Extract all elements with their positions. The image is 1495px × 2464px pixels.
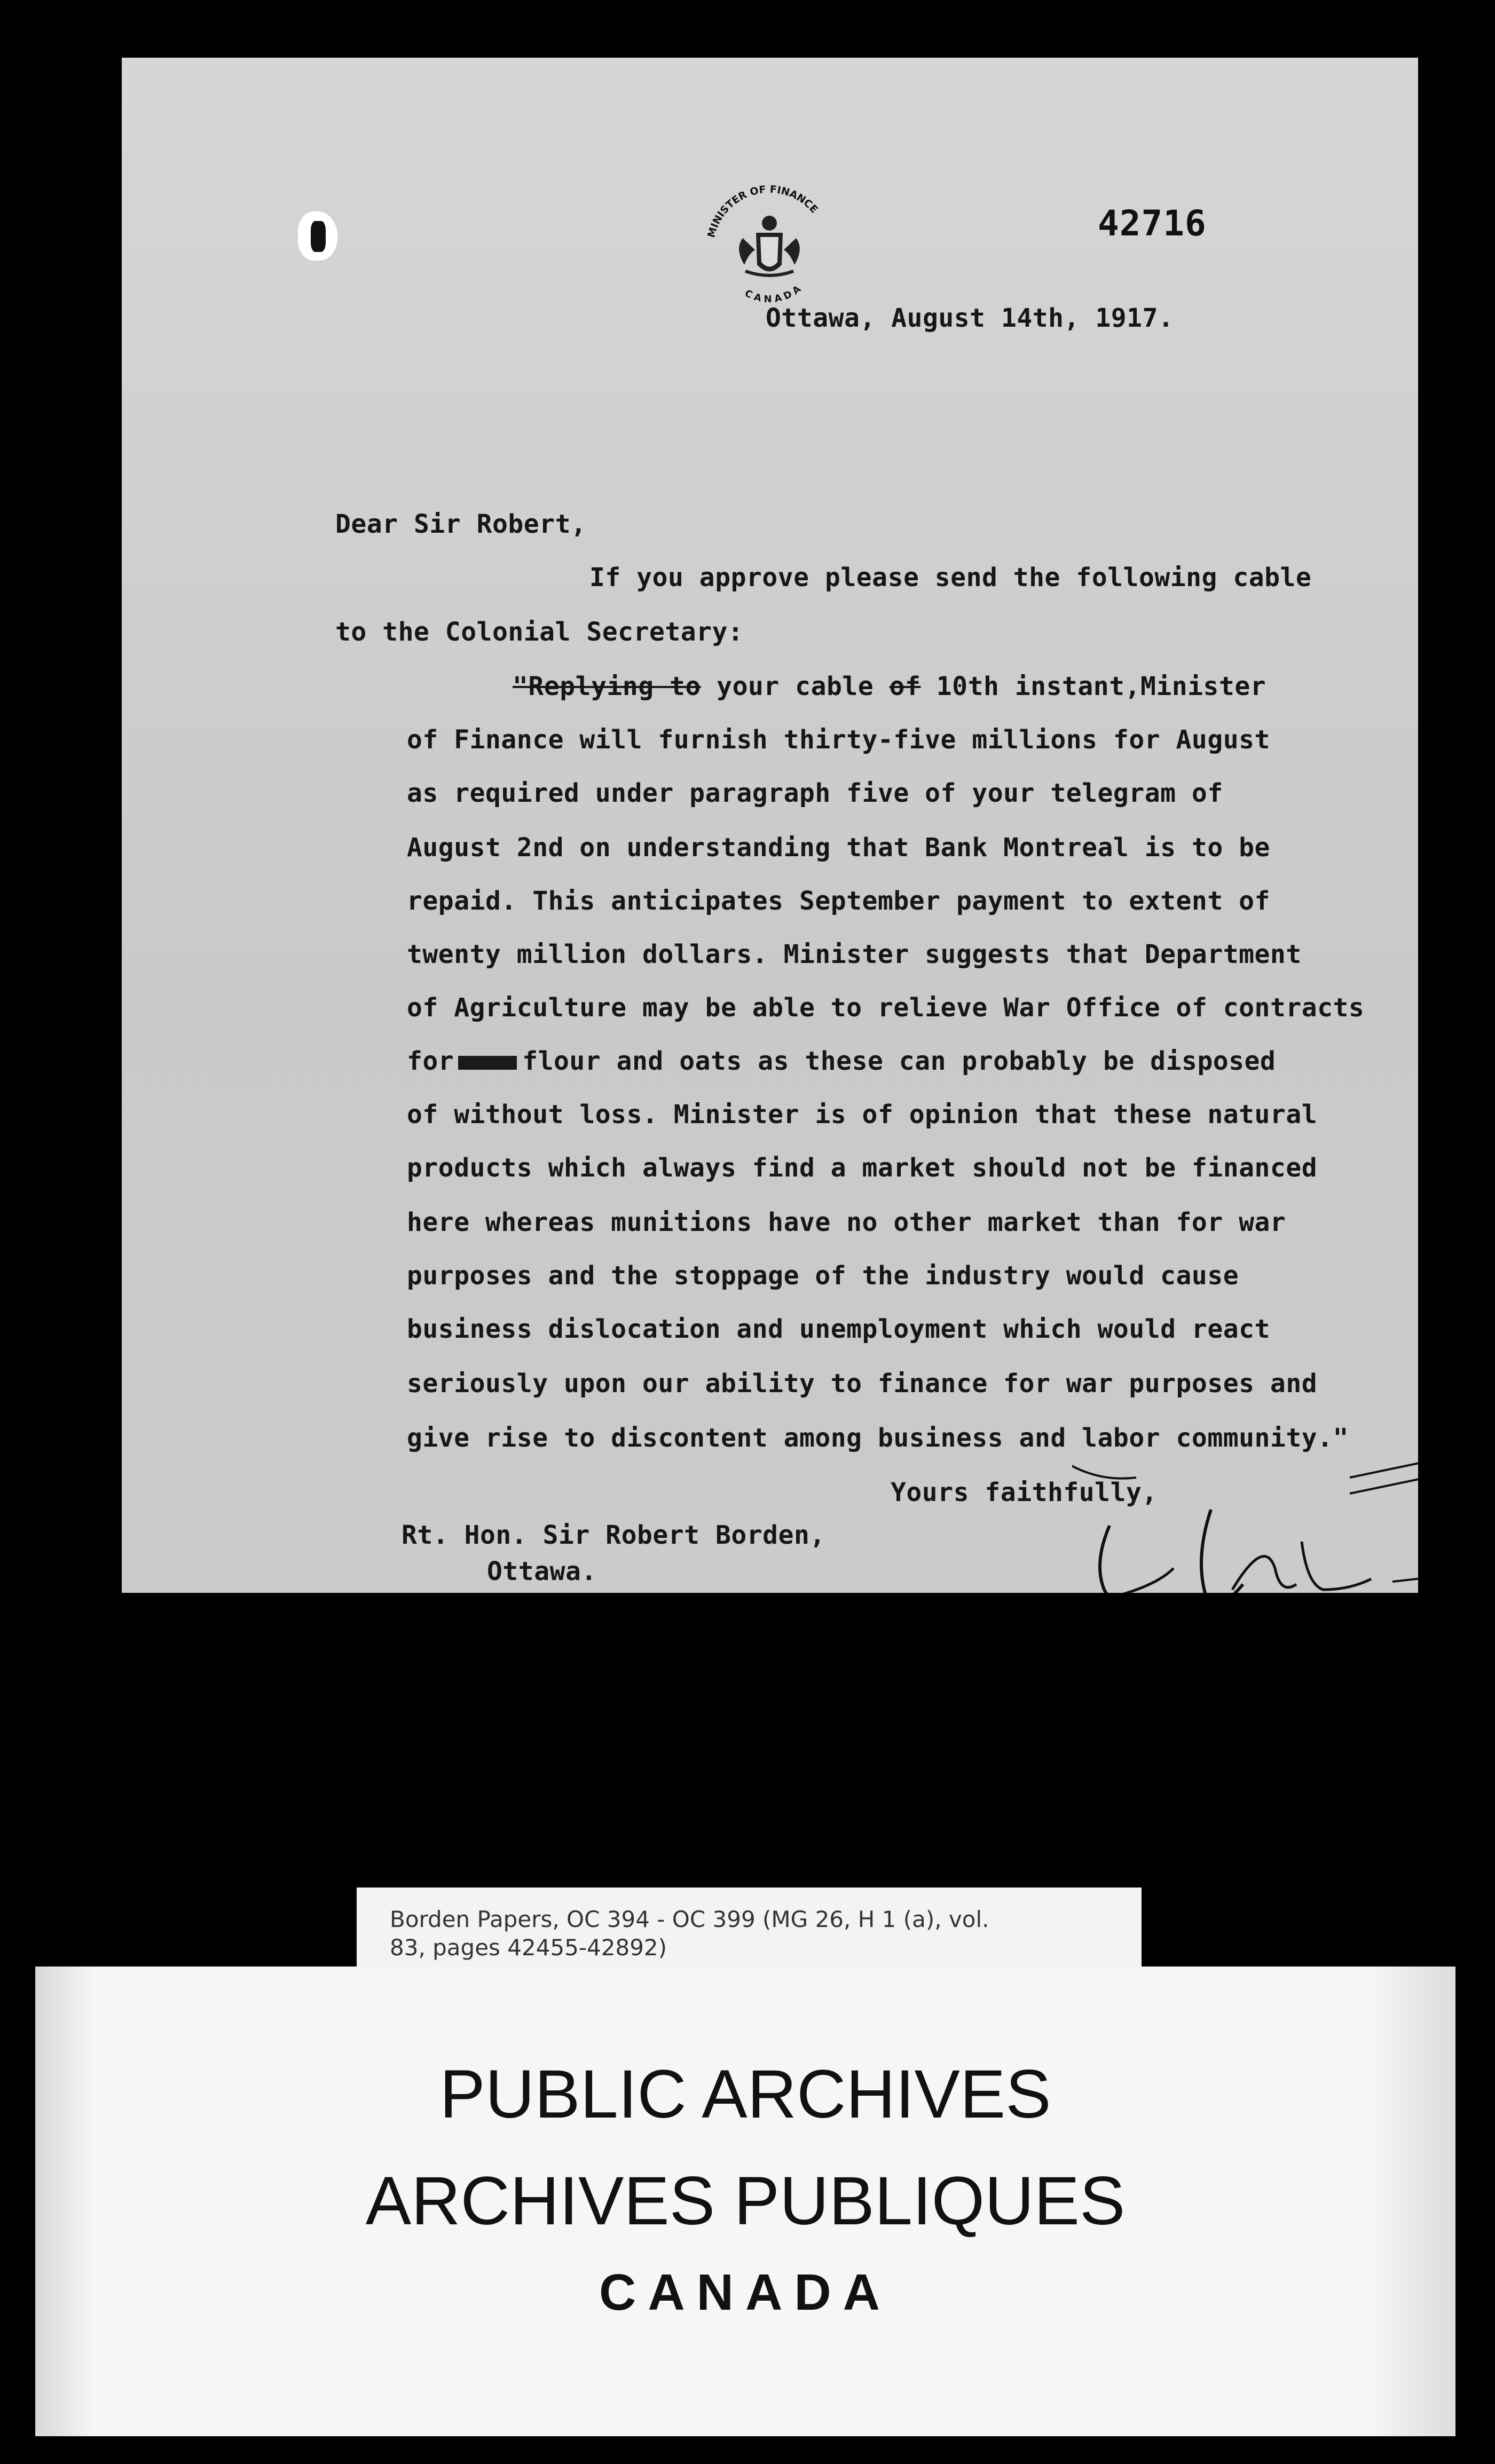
cable-line: of without loss. Minister is of opinion that these natural <box>407 1100 1318 1130</box>
cable-line <box>407 1048 1276 1074</box>
banner-title-fr: ARCHIVES PUBLIQUES <box>365 2163 1126 2239</box>
intro-line: to the Colonial Secretary: <box>335 617 744 647</box>
cable-line: twenty million dollars. Minister suggests that Department <box>407 939 1302 969</box>
struck-text: "Replying to <box>513 672 701 701</box>
cable-line <box>513 674 1266 699</box>
cable-line: products which always find a market should not be financed <box>407 1153 1318 1183</box>
salutation: Dear Sir Robert, <box>335 509 587 539</box>
reference-line: Borden Papers, OC 394 - OC 399 (MG 26, H 1 (a), vol. <box>390 1906 989 1932</box>
handwritten-signature <box>1072 1462 1418 1593</box>
cable-line: give rise to discontent among business and labor community." <box>407 1423 1349 1453</box>
intro-line: If you approve please send the following cable <box>589 563 1312 593</box>
addressee-line: Ottawa. <box>487 1557 597 1586</box>
svg-text:MINISTER OF FINANCE: MINISTER OF FINANCE <box>705 183 820 239</box>
closing: Yours faithfully, <box>891 1478 1158 1507</box>
date-line: Ottawa, August 14th, 1917. <box>766 303 1174 333</box>
punch-hole <box>298 211 337 260</box>
addressee-line: Rt. Hon. Sir Robert Borden, <box>402 1520 825 1550</box>
cable-text: 10th instant,Minister <box>936 672 1266 701</box>
cable-line: of Finance will furnish thirty-five millions for August <box>407 725 1270 755</box>
archive-reference-label <box>357 1888 1142 1972</box>
reference-line: 83, pages 42455-42892) <box>390 1934 667 1961</box>
cable-line: here whereas munitions have no other market than for war <box>407 1207 1286 1237</box>
cable-line: seriously upon our ability to finance for war purposes and <box>407 1369 1318 1399</box>
cable-text: your cable <box>717 672 874 701</box>
svg-text:CANADA: CANADA <box>743 281 806 305</box>
cable-text: flour and oats as these can probably be disposed <box>522 1046 1276 1076</box>
cable-line: of Agriculture may be able to relieve War Office of contracts <box>407 993 1365 1023</box>
cable-line: as required under paragraph five of your telegram of <box>407 778 1223 808</box>
struck-text: of <box>889 672 921 701</box>
cable-line: August 2nd on understanding that Bank Montreal is to be <box>407 833 1270 863</box>
cable-text: for <box>407 1046 454 1076</box>
banner-title-en: PUBLIC ARCHIVES <box>439 2056 1051 2133</box>
cable-line: business dislocation and unemployment which would react <box>407 1314 1270 1344</box>
document-number: 42716 <box>1098 203 1207 244</box>
struck-out-word <box>458 1056 517 1070</box>
banner-country: CANADA <box>599 2264 892 2321</box>
minister-of-finance-seal <box>697 174 841 318</box>
letter-page <box>122 58 1418 1593</box>
cable-line: purposes and the stoppage of the industry would cause <box>407 1261 1239 1291</box>
cable-line: repaid. This anticipates September payment to extent of <box>407 886 1270 916</box>
